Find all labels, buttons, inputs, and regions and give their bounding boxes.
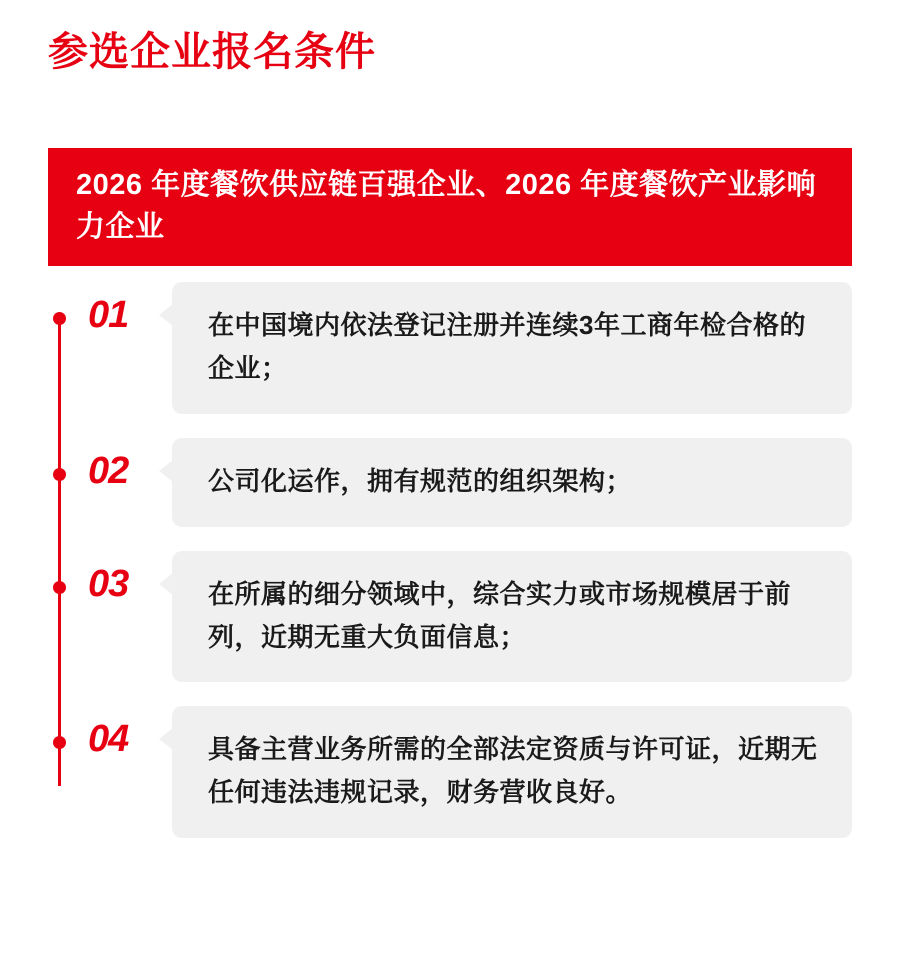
condition-number: 03 [88,562,129,605]
condition-bubble [172,706,852,838]
timeline-dot-icon [53,736,66,749]
condition-number: 02 [88,449,129,492]
page-title: 参选企业报名条件 [48,30,376,74]
condition-text: 在所属的细分领域中，综合实力或市场规模居于前列，近期无重大负面信息； [208,578,792,652]
list-item [0,282,900,414]
timeline-dot-icon [53,312,66,325]
conditions-list [0,282,900,862]
list-item [0,438,900,527]
condition-text: 公司化运作，拥有规范的组织架构； [208,465,633,496]
list-item [0,706,900,838]
condition-number: 04 [88,718,129,761]
condition-text: 具备主营业务所需的全部法定资质与许可证，近期无任何违法违规记录，财务营收良好。 [208,734,818,808]
condition-bubble [172,282,852,414]
condition-bubble [172,438,852,527]
timeline-dot-icon [53,468,66,481]
category-banner-text: 2026 年度餐饮供应链百强企业、2026 年度餐饮产业影响力企业 [76,169,817,244]
condition-text: 在中国境内依法登记注册并连续3年工商年检合格的企业； [208,310,806,383]
timeline-dot-icon [53,581,66,594]
condition-number: 01 [88,294,129,336]
category-banner [48,148,852,266]
list-item [0,551,900,683]
condition-bubble [172,551,852,683]
